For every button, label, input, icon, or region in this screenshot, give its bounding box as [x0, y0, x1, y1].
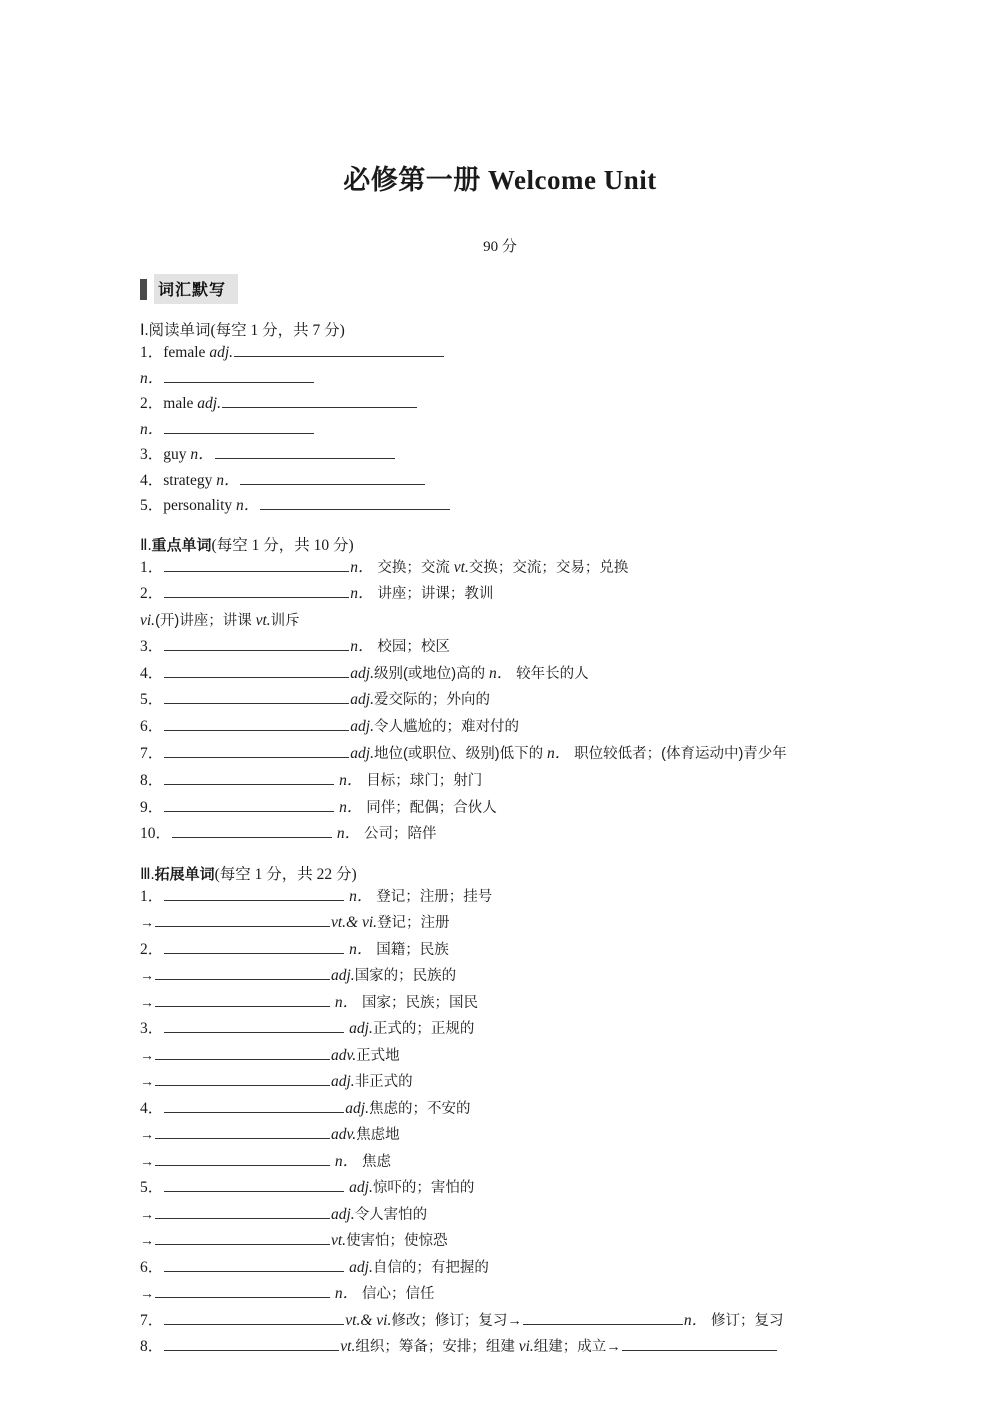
- item-number: 4．: [140, 1099, 164, 1117]
- item-pos: n．: [334, 993, 359, 1011]
- answer-blank[interactable]: [155, 1150, 330, 1166]
- answer-blank[interactable]: [164, 1256, 344, 1272]
- list-item: [140, 1122, 860, 1149]
- list-item: [140, 714, 860, 741]
- item-meaning: 组织；筹备；安排；组建: [355, 1339, 515, 1355]
- answer-blank[interactable]: [164, 885, 344, 901]
- item-pos: n．: [140, 420, 164, 438]
- list-item: [140, 1149, 860, 1176]
- arrow-icon: →: [140, 1073, 154, 1089]
- item-number: 6．: [140, 717, 164, 735]
- list-item: [140, 1281, 860, 1308]
- answer-blank[interactable]: [164, 556, 349, 572]
- part1-heading: Ⅰ.阅读单词(每空 1 分，共 7 分): [140, 322, 345, 339]
- item-pos: adj.: [197, 395, 221, 412]
- list-item: [140, 366, 860, 392]
- item-pos: adv.: [331, 1126, 357, 1143]
- answer-blank[interactable]: [260, 494, 450, 510]
- item-number: 2．: [140, 940, 164, 958]
- list-item: [140, 340, 860, 366]
- item-number: 5．: [140, 497, 164, 514]
- item-meaning: 令人尴尬的；难对付的: [373, 718, 519, 735]
- item-pos: adv.: [331, 1046, 357, 1064]
- arrow-icon: →: [140, 967, 154, 983]
- item-meaning: 焦虑地: [356, 1127, 400, 1143]
- answer-blank[interactable]: [172, 822, 332, 838]
- item-meaning: 焦虑的；不安的: [368, 1100, 471, 1117]
- item-meaning: 交换；交流: [377, 559, 450, 576]
- answer-blank[interactable]: [155, 1203, 330, 1219]
- list-item: [140, 795, 860, 822]
- item-meaning: 讲座；讲课；教训: [377, 586, 494, 602]
- item-meaning-2: 组建；成立→: [533, 1339, 621, 1355]
- item-pos: vt.& vi.: [331, 914, 378, 931]
- answer-blank[interactable]: [215, 443, 395, 459]
- list-item: [140, 687, 860, 714]
- answer-blank[interactable]: [164, 582, 349, 598]
- list-item: [140, 768, 860, 795]
- item-number: 8．: [140, 772, 164, 789]
- answer-blank[interactable]: [155, 991, 330, 1007]
- item-word: female: [163, 344, 206, 361]
- item-meaning: 正式地: [356, 1047, 400, 1064]
- list-item: [140, 391, 860, 417]
- answer-blank[interactable]: [155, 1123, 330, 1139]
- item-pos: adj.: [349, 1179, 373, 1196]
- item-meaning: 地位(或职位、级别)低下的: [373, 746, 544, 762]
- item-pos-2: n．: [546, 745, 571, 762]
- item-meaning: 国家的；民族的: [354, 968, 457, 984]
- item-pos-2: vi.: [518, 1338, 534, 1355]
- item-meaning: 正式的；正规的: [372, 1021, 475, 1037]
- item-word: guy: [163, 446, 187, 463]
- item-number: 3．: [140, 446, 164, 463]
- list-item: [140, 1202, 860, 1229]
- item-number: 5．: [140, 691, 164, 708]
- answer-blank[interactable]: [164, 938, 344, 954]
- list-item: [140, 1043, 860, 1070]
- answer-blank[interactable]: [164, 715, 349, 731]
- item-number: 8．: [140, 1338, 164, 1355]
- item-pos-2: vt.: [255, 611, 271, 629]
- score-label: 90 分: [483, 239, 517, 255]
- answer-blank[interactable]: [155, 1070, 330, 1086]
- answer-blank[interactable]: [155, 964, 330, 980]
- answer-blank[interactable]: [164, 418, 314, 434]
- item-number: 10．: [140, 825, 172, 842]
- answer-blank[interactable]: [164, 688, 349, 704]
- item-number: 9．: [140, 798, 164, 816]
- item-pos: n．: [350, 558, 374, 576]
- item-number: 1．: [140, 887, 164, 905]
- item-pos: adj.: [331, 1073, 355, 1090]
- item-pos: n．: [236, 497, 260, 514]
- item-meaning: 使害怕；使惊恐: [346, 1233, 448, 1249]
- item-number: 4．: [140, 471, 164, 489]
- answer-blank[interactable]: [155, 1044, 330, 1060]
- item-pos: vt.: [340, 1338, 356, 1355]
- answer-blank[interactable]: [164, 769, 334, 785]
- arrow-icon: →: [140, 993, 154, 1010]
- item-word: strategy: [163, 471, 213, 489]
- list-item: [140, 1175, 860, 1202]
- item-pos: adj.: [350, 691, 374, 708]
- list-item: [140, 937, 860, 964]
- list-item: [140, 417, 860, 443]
- answer-blank[interactable]: [234, 341, 444, 357]
- part3-note: (每空 1 分，共 22 分): [214, 865, 357, 883]
- item-pos: adj.: [350, 745, 374, 762]
- answer-blank[interactable]: [164, 1335, 339, 1351]
- answer-blank[interactable]: [164, 796, 334, 812]
- answer-blank[interactable]: [164, 662, 349, 678]
- item-word: male: [163, 395, 194, 412]
- item-meaning: 焦虑: [362, 1153, 392, 1170]
- part3-heading: [140, 862, 860, 884]
- item-pos: adj.: [209, 344, 233, 361]
- item-number: 1．: [140, 558, 164, 576]
- item-meaning: 公司；陪伴: [364, 826, 437, 842]
- arrow-icon: →: [140, 1285, 154, 1301]
- item-pos: adj.: [331, 967, 355, 984]
- part3-numeral: Ⅲ.: [140, 865, 155, 883]
- item-number: 1．: [140, 344, 164, 361]
- item-pos: adj.: [349, 1020, 373, 1037]
- item-pos: vi.: [140, 611, 156, 629]
- item-meaning: 国家；民族；国民: [362, 994, 479, 1011]
- part2-numeral: Ⅱ.: [140, 536, 152, 554]
- arrow-icon: →: [140, 1126, 154, 1142]
- item-meaning: 修改；修订；复习→: [391, 1312, 522, 1329]
- answer-blank[interactable]: [164, 1309, 344, 1325]
- worksheet-content: [140, 274, 860, 1361]
- item-pos-2: n．: [683, 1311, 708, 1329]
- item-word: personality: [163, 497, 233, 514]
- list-item: [140, 1255, 860, 1282]
- item-pos: n．: [336, 825, 361, 842]
- part3-title: 拓展单词: [154, 865, 215, 883]
- answer-blank[interactable]: [240, 469, 425, 485]
- item-number: 4．: [140, 664, 164, 682]
- item-meaning-2: 较年长的人: [516, 665, 589, 682]
- part3-list: [140, 884, 860, 1361]
- item-meaning: 令人害怕的: [354, 1206, 428, 1223]
- item-meaning: 校园；校区: [377, 639, 450, 655]
- item-number: 7．: [140, 745, 164, 762]
- section-header: [140, 274, 860, 304]
- answer-blank[interactable]: [222, 392, 417, 408]
- item-meaning: 非正式的: [354, 1074, 413, 1090]
- list-item: [140, 1096, 860, 1123]
- list-item: [140, 442, 860, 468]
- item-meaning: 信心；信任: [362, 1286, 435, 1302]
- item-meaning: 登记；注册: [377, 915, 450, 931]
- item-pos: n．: [349, 940, 373, 958]
- list-item: [140, 1069, 860, 1096]
- item-meaning: 同伴；配偶；合伙人: [366, 799, 497, 816]
- item-meaning: 自信的；有把握的: [372, 1259, 489, 1276]
- item-pos: n．: [334, 1285, 359, 1302]
- item-number: 2．: [140, 395, 164, 412]
- answer-blank[interactable]: [155, 911, 330, 927]
- item-number: 3．: [140, 638, 164, 655]
- answer-blank[interactable]: [164, 367, 314, 383]
- list-item: [140, 740, 860, 768]
- list-item: [140, 910, 860, 937]
- item-pos: n．: [190, 446, 214, 463]
- list-item: [140, 1228, 860, 1255]
- arrow-icon: →: [140, 1046, 154, 1063]
- item-pos: vt.: [331, 1232, 347, 1249]
- list-item: [140, 884, 860, 911]
- part2-list: [140, 555, 860, 848]
- item-meaning: 登记；注册；挂号: [376, 888, 493, 905]
- list-item: [140, 661, 860, 688]
- item-meaning: (开)讲座；讲课: [155, 612, 252, 629]
- item-pos: vt.& vi.: [345, 1311, 392, 1329]
- item-meaning-2: 训斥: [270, 612, 300, 629]
- answer-blank[interactable]: [164, 1176, 344, 1192]
- answer-blank[interactable]: [155, 1229, 330, 1245]
- item-meaning: 爱交际的；外向的: [373, 692, 490, 708]
- item-pos: n．: [349, 887, 373, 905]
- arrow-icon: →: [140, 914, 154, 930]
- answer-blank-2[interactable]: [523, 1309, 683, 1325]
- arrow-icon: →: [140, 1152, 154, 1169]
- arrow-icon: →: [140, 1205, 154, 1222]
- item-pos: adj.: [331, 1205, 355, 1223]
- list-item: [140, 1016, 860, 1043]
- answer-blank-2[interactable]: [622, 1335, 777, 1351]
- list-item: [140, 468, 860, 494]
- item-number: 2．: [140, 585, 164, 602]
- item-meaning-2: 修订；复习: [710, 1312, 784, 1329]
- answer-blank[interactable]: [155, 1282, 330, 1298]
- page-title: 必修第一册 Welcome Unit: [343, 165, 657, 195]
- part2-note: (每空 1 分，共 10 分): [211, 536, 354, 554]
- answer-blank[interactable]: [164, 742, 349, 758]
- list-item: [140, 1334, 860, 1361]
- list-item: [140, 990, 860, 1017]
- item-pos: n．: [334, 1152, 359, 1170]
- list-item: [140, 634, 860, 661]
- answer-blank[interactable]: [164, 1097, 344, 1113]
- list-item-continued: [140, 608, 860, 635]
- item-meaning: 级别(或地位)高的: [373, 665, 486, 682]
- answer-blank[interactable]: [164, 1017, 344, 1033]
- item-pos: adj.: [349, 1258, 373, 1276]
- list-item: [140, 963, 860, 990]
- item-pos: n．: [339, 772, 363, 789]
- item-number: 7．: [140, 1311, 164, 1329]
- section-title: 词汇默写: [154, 274, 238, 304]
- item-number: 3．: [140, 1020, 164, 1037]
- item-pos-2: n．: [489, 664, 513, 682]
- item-pos: adj.: [350, 664, 374, 682]
- answer-blank[interactable]: [164, 635, 349, 651]
- item-pos: n．: [350, 585, 374, 602]
- item-meaning: 国籍；民族: [376, 941, 449, 958]
- item-meaning-2: 职位较低者；(体育运动中)青少年: [574, 746, 787, 762]
- list-item: [140, 821, 860, 848]
- list-item: [140, 581, 860, 608]
- part2-heading: [140, 533, 860, 555]
- item-pos: adj.: [345, 1099, 369, 1117]
- arrow-icon: →: [140, 1232, 154, 1248]
- list-item: [140, 1308, 860, 1335]
- item-meaning-2: 交换；交流；交易；兑换: [468, 559, 629, 576]
- item-meaning: 目标；球门；射门: [366, 773, 483, 789]
- item-pos: n．: [216, 471, 240, 489]
- item-pos: adj.: [350, 717, 374, 735]
- part2-title: 重点单词: [151, 536, 212, 554]
- item-pos: n．: [140, 369, 164, 387]
- item-pos: n．: [350, 638, 374, 655]
- list-item: [140, 555, 860, 582]
- item-meaning: 惊吓的；害怕的: [372, 1180, 475, 1196]
- item-pos-2: vt.: [453, 558, 469, 576]
- item-number: 6．: [140, 1258, 164, 1276]
- section-bar-icon: [140, 279, 147, 300]
- item-pos: n．: [339, 798, 363, 816]
- item-number: 5．: [140, 1179, 164, 1196]
- part1-list: [140, 340, 860, 519]
- list-item: [140, 493, 860, 519]
